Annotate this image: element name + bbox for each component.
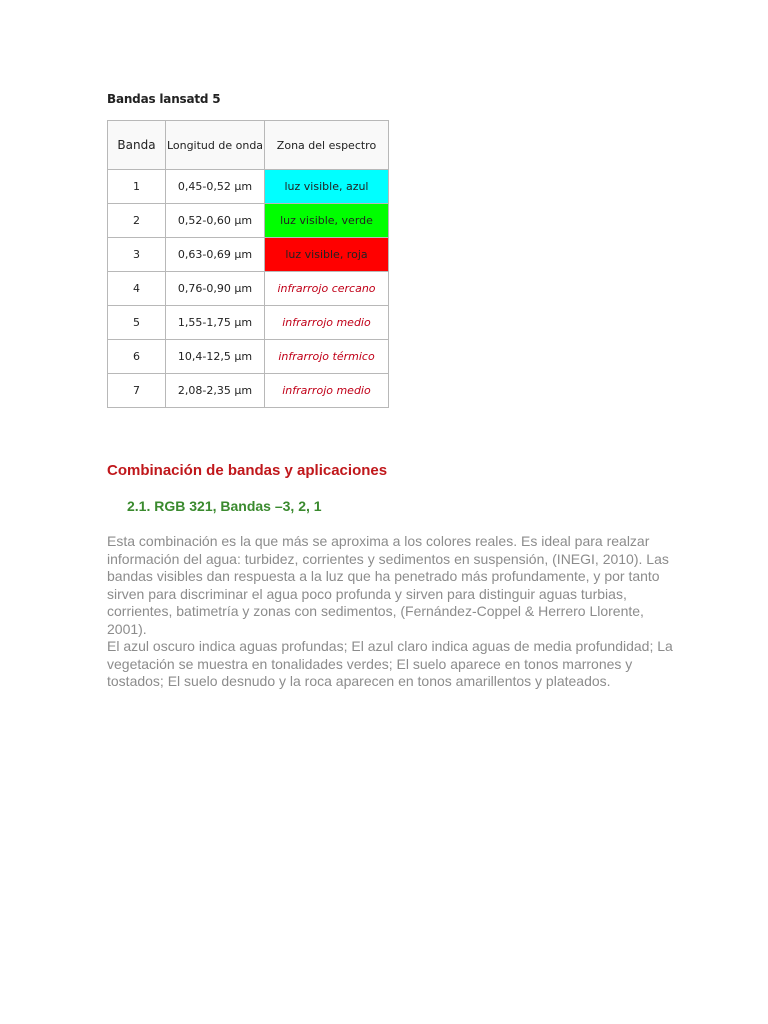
band-number-cell: 7 bbox=[108, 374, 166, 408]
spectrum-zone-cell: infrarrojo medio bbox=[265, 306, 389, 340]
table-row bbox=[108, 272, 389, 306]
wavelength-cell: 2,08-2,35 µm bbox=[166, 374, 265, 408]
landsat-bands-table bbox=[107, 120, 389, 408]
spectrum-zone-cell: luz visible, verde bbox=[265, 204, 389, 238]
table-row bbox=[108, 238, 389, 272]
spectrum-zone-cell: infrarrojo cercano bbox=[265, 272, 389, 306]
header-spectrum-zone: Zona del espectro bbox=[265, 121, 389, 170]
spectrum-zone-cell: luz visible, azul bbox=[265, 170, 389, 204]
wavelength-cell: 10,4-12,5 µm bbox=[166, 340, 265, 374]
spectrum-zone-cell: infrarrojo medio bbox=[265, 374, 389, 408]
table-row bbox=[108, 204, 389, 238]
paragraph: Esta combinación es la que más se aproxima a los colores reales. Es ideal para realzar información del agua: turbidez, corrientes y sedimentos en suspensión, (INEGI, 2010). Las bandas visibles dan respuesta a la luz que ha penetrado más profundamente, y por tanto sirven para discriminar el agua poco profunda y sirven para distinguir aguas turbias, corrientes, batimetría y zonas con sedimentos, (Fernández-Coppel & Herrero Llorente, 2001). bbox=[107, 533, 669, 637]
wavelength-cell: 0,52-0,60 µm bbox=[166, 204, 265, 238]
section-heading: Combinación de bandas y aplicaciones bbox=[107, 462, 388, 479]
band-number-cell: 1 bbox=[108, 170, 166, 204]
band-number-cell: 5 bbox=[108, 306, 166, 340]
table-row bbox=[108, 170, 389, 204]
header-wavelength: Longitud de onda bbox=[166, 121, 265, 170]
wavelength-cell: 0,63-0,69 µm bbox=[166, 238, 265, 272]
table-title: Bandas lansatd 5 bbox=[107, 92, 221, 106]
table-row bbox=[108, 306, 389, 340]
table-row bbox=[108, 340, 389, 374]
table-body bbox=[108, 170, 389, 408]
band-number-cell: 2 bbox=[108, 204, 166, 238]
spectrum-zone-cell: infrarrojo térmico bbox=[265, 340, 389, 374]
wavelength-cell: 1,55-1,75 µm bbox=[166, 306, 265, 340]
body-text bbox=[107, 533, 687, 691]
spectrum-zone-cell: luz visible, roja bbox=[265, 238, 389, 272]
header-band: Banda bbox=[108, 121, 166, 170]
table-header-row bbox=[108, 121, 389, 170]
sub-heading: 2.1. RGB 321, Bandas –3, 2, 1 bbox=[127, 498, 322, 514]
paragraph: El azul oscuro indica aguas profundas; El azul claro indica aguas de media profundidad; La vegetación se muestra en tonalidades verdes; El suelo aparece en tonos marrones y tostados; El suelo desnudo y la roca aparecen en tonos amarillentos y plateados. bbox=[107, 638, 673, 689]
band-number-cell: 4 bbox=[108, 272, 166, 306]
band-number-cell: 6 bbox=[108, 340, 166, 374]
band-number-cell: 3 bbox=[108, 238, 166, 272]
table-row bbox=[108, 374, 389, 408]
wavelength-cell: 0,76-0,90 µm bbox=[166, 272, 265, 306]
wavelength-cell: 0,45-0,52 µm bbox=[166, 170, 265, 204]
